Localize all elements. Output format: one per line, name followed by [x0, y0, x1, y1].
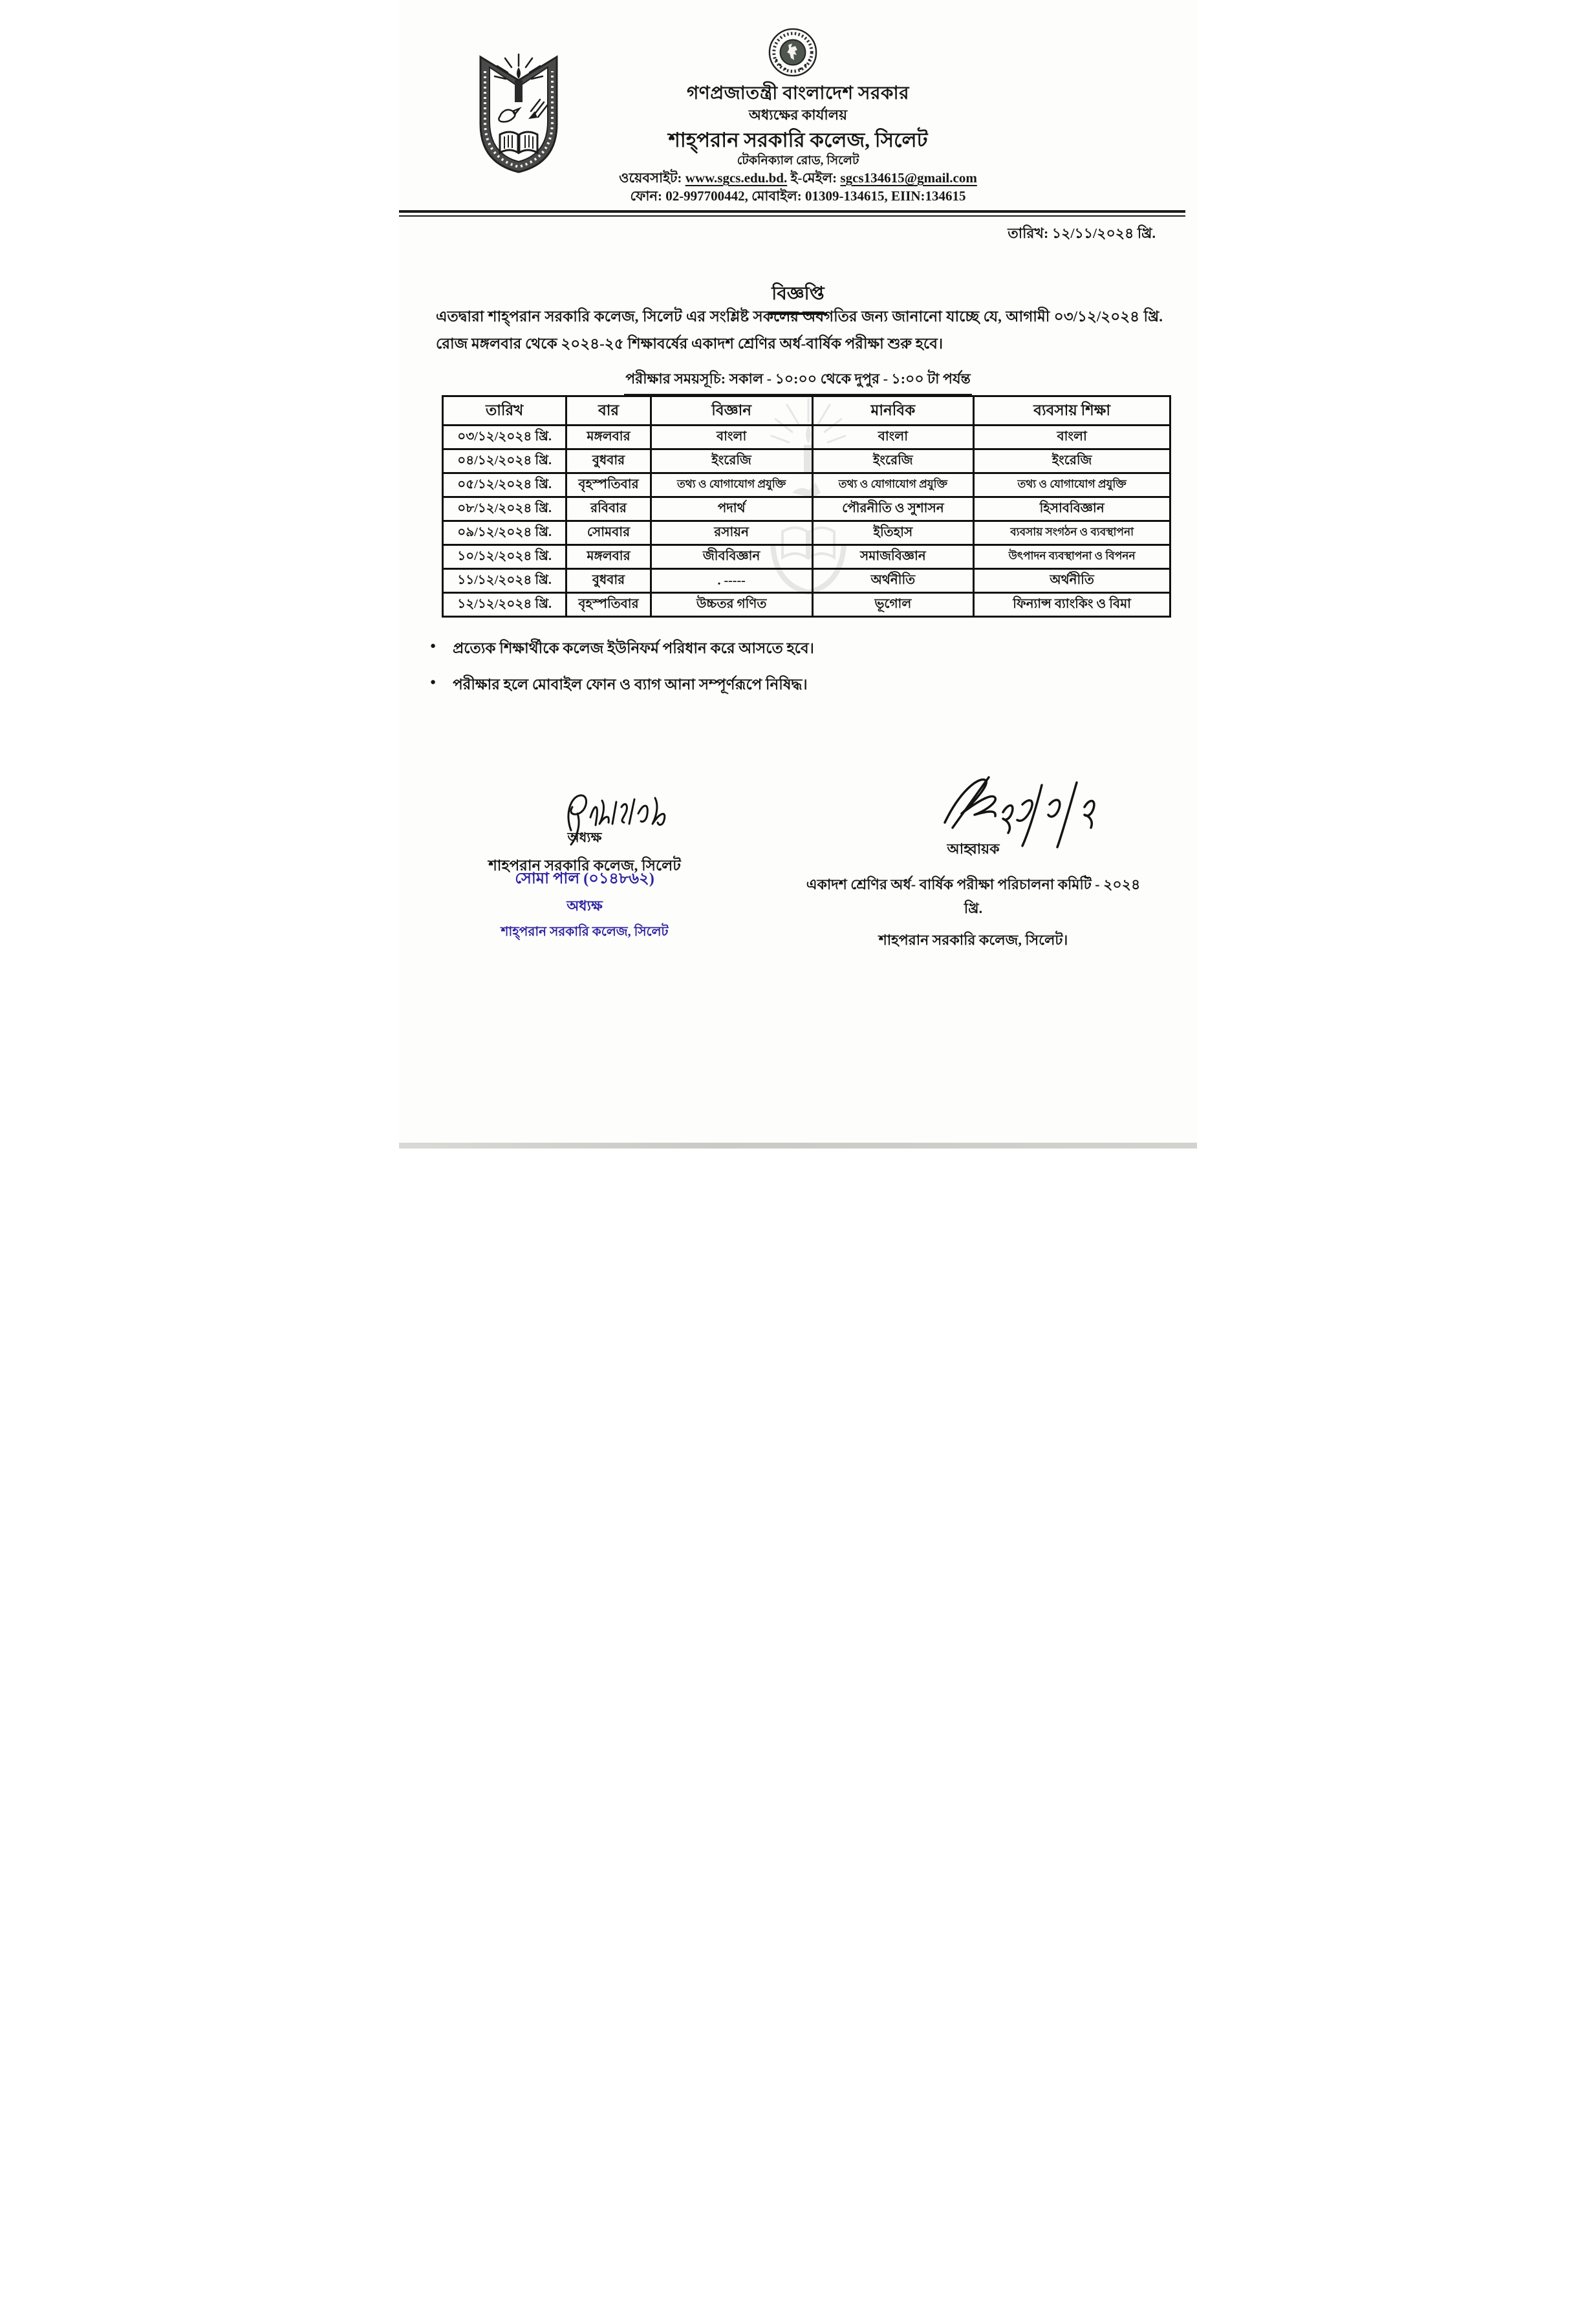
cell-day: বুধবার: [566, 569, 651, 593]
cell-humanities: সমাজবিজ্ঞান: [812, 545, 974, 569]
note-item: [430, 636, 1141, 662]
cell-humanities: ইতিহাস: [812, 521, 974, 545]
cell-business: ইংরেজি: [974, 449, 1170, 473]
address-line: টেকনিক্যাল রোড, সিলেট: [737, 154, 859, 167]
cell-humanities: ভূগোল: [812, 593, 974, 617]
cell-date: ০৪/১২/২০২৪ খ্রি.: [443, 449, 566, 473]
website-label: ওয়েবসাইট:: [619, 170, 682, 186]
notice-title: বিজ্ঞপ্তি: [769, 279, 826, 315]
notice-body-line-2: রোজ মঙ্গলবার থেকে ২০২৪-২৫ শিক্ষাবর্ষের একাদশ শ্রেণির অর্ধ-বার্ষিক পরীক্ষা শুরু হবে।: [436, 336, 944, 352]
committee-line: একাদশ শ্রেণির অর্ধ- বার্ষিক পরীক্ষা পরিচালনা কমিটি - ২০২৪ খ্রি.: [806, 876, 1141, 916]
govt-seal-icon: [768, 27, 818, 78]
website-link[interactable]: www.sgcs.edu.bd.: [685, 170, 788, 186]
convener-signature-block: [799, 838, 1148, 953]
cell-business: ফিন্যান্স ব্যাংকিং ও বিমা: [974, 593, 1170, 617]
table-row: [443, 593, 1170, 617]
cell-day: বৃহস্পতিবার: [566, 473, 651, 497]
email-label: ই-মেইল:: [790, 170, 837, 186]
cell-humanities: ইংরেজি: [812, 449, 974, 473]
cell-humanities: তথ্য ও যোগাযোগ প্রযুক্তি: [812, 473, 974, 497]
cell-day: বৃহস্পতিবার: [566, 593, 651, 617]
bullet-icon: ●: [430, 677, 437, 687]
table-row: [443, 569, 1170, 593]
cell-business: বাংলা: [974, 426, 1170, 449]
cell-science: তথ্য ও যোগাযোগ প্রযুক্তি: [651, 473, 812, 497]
cell-day: রবিবার: [566, 497, 651, 521]
bullet-icon: ●: [430, 641, 437, 651]
scan-edge-artifact: [399, 1143, 1197, 1148]
cell-science: বাংলা: [651, 426, 812, 449]
cell-business: উৎপাদন ব্যবস্থাপনা ও বিপনন: [974, 545, 1170, 569]
stamp-org: শাহ্‌পরান সরকারি কলেজ, সিলেট: [501, 925, 669, 939]
note-item: [430, 673, 1141, 698]
cell-date: ০৯/১২/২০২৪ খ্রি.: [443, 521, 566, 545]
cell-date: ০৩/১২/২০২৪ খ্রি.: [443, 426, 566, 449]
column-header-humanities: মানবিক: [812, 396, 974, 426]
signatory-role: আহ্বায়ক: [947, 841, 1000, 857]
cell-business: ব্যবসায় সংগঠন ও ব্যবস্থাপনা: [974, 521, 1170, 545]
column-header-date: তারিখ: [443, 396, 566, 426]
stamp-role: অধ্যক্ষ: [566, 898, 603, 914]
cell-date: ১২/১২/২০২৪ খ্রি.: [443, 593, 566, 617]
signatory-org: শাহপরান সরকারি কলেজ, সিলেট: [488, 857, 681, 874]
cell-business: তথ্য ও যোগাযোগ প্রযুক্তি: [974, 473, 1170, 497]
header-divider: [399, 210, 1185, 217]
column-header-day: বার: [566, 396, 651, 426]
cell-day: মঙ্গলবার: [566, 426, 651, 449]
cell-business: অর্থনীতি: [974, 569, 1170, 593]
cell-science: জীববিজ্ঞান: [651, 545, 812, 569]
column-header-business: ব্যবসায় শিক্ষা: [974, 396, 1170, 426]
cell-science: রসায়ন: [651, 521, 812, 545]
exam-schedule-table: [442, 395, 1171, 618]
cell-humanities: বাংলা: [812, 426, 974, 449]
cell-date: ১১/১২/২০২৪ খ্রি.: [443, 569, 566, 593]
cell-science: উচ্চতর গণিত: [651, 593, 812, 617]
table-row: [443, 449, 1170, 473]
table-row: [443, 426, 1170, 449]
cell-science: . -----: [651, 569, 812, 593]
table-row: [443, 521, 1170, 545]
table-row: [443, 497, 1170, 521]
government-line: গণপ্রজাতন্ত্রী বাংলাদেশ সরকার: [686, 83, 910, 103]
cell-day: সোমবার: [566, 521, 651, 545]
cell-business: হিসাববিজ্ঞান: [974, 497, 1170, 521]
stamp-name: সোমা পাল (০১৪৮৬২): [515, 870, 654, 887]
cell-humanities: পৌরনীতি ও সুশাসন: [812, 497, 974, 521]
cell-day: মঙ্গলবার: [566, 545, 651, 569]
notice-body-line-1: এতদ্বারা শাহ্‌পরান সরকারি কলেজ, সিলেট এর সংশ্লিষ্ট সকলের অবগতির জন্য জানানো যাচ্ছে যে, আগামী ০৩/১২/২০২৪ খ্রি.: [436, 308, 1163, 325]
cell-day: বুধবার: [566, 449, 651, 473]
date-line: তারিখ: ১২/১১/২০২৪ খ্রি.: [1008, 225, 1156, 241]
cell-science: ইংরেজি: [651, 449, 812, 473]
cell-humanities: অর্থনীতি: [812, 569, 974, 593]
cell-date: ১০/১২/২০২৪ খ্রি.: [443, 545, 566, 569]
column-header-science: বিজ্ঞান: [651, 396, 812, 426]
cell-science: পদার্থ: [651, 497, 812, 521]
note-text: পরীক্ষার হলে মোবাইল ফোন ও ব্যাগ আনা সম্পূর্ণরূপে নিষিদ্ধ।: [453, 676, 808, 693]
note-text: প্রত্যেক শিক্ষার্থীকে কলেজ ইউনিফর্ম পরিধান করে আসতে হবে।: [453, 640, 814, 656]
table-row: [443, 545, 1170, 569]
signatory-role: অধ্যক্ষ: [567, 830, 602, 845]
schedule-caption: পরীক্ষার সময়সূচি: সকাল - ১০:০০ থেকে দুপুর - ১:০০ টা পর্যন্ত: [624, 368, 972, 396]
office-line: অধ্যক্ষের কার্যালয়: [748, 107, 848, 123]
email-link[interactable]: sgcs134615@gmail.com: [840, 170, 977, 186]
college-name: শাহ্‌পরান সরকারি কলেজ, সিলেট: [668, 129, 928, 151]
cell-date: ০৮/১২/২০২৪ খ্রি.: [443, 497, 566, 521]
signatory-org: শাহপরান সরকারি কলেজ, সিলেট।: [878, 932, 1068, 948]
principal-stamp: [475, 867, 695, 944]
phone-line: ফোন: 02-997700442, মোবাইল: 01309-134615, EIIN:134615: [630, 188, 966, 204]
schedule-caption-wrap: [399, 368, 1197, 396]
table-row: [443, 473, 1170, 497]
table-header-row: [443, 396, 1170, 426]
cell-date: ০৫/১২/২০২৪ খ্রি.: [443, 473, 566, 497]
notice-document: [399, 0, 1197, 1148]
